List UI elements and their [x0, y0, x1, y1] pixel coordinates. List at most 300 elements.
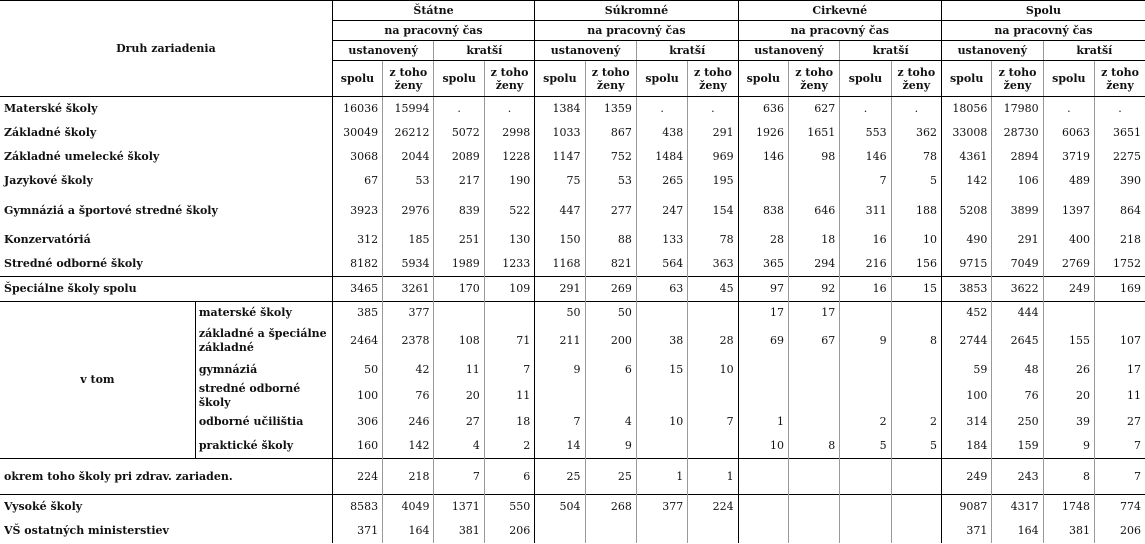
subheader-ustanoveny: ustanovený: [738, 41, 840, 61]
row-label: materské školy: [195, 302, 332, 324]
cell-value: .: [434, 97, 484, 122]
cell-value: 5: [891, 434, 941, 459]
cell-value: 774: [1095, 495, 1145, 520]
column-header-spolu: spolu: [636, 61, 687, 97]
row-label: základné a špeciálne základné: [198, 326, 327, 354]
table-row: [0, 495, 1145, 520]
cell-value: 265: [636, 169, 687, 193]
cell-value: 371: [332, 519, 382, 543]
cell-value: 1: [636, 459, 687, 495]
cell-value: 3465: [332, 277, 382, 302]
cell-value: 2275: [1095, 145, 1145, 169]
cell-value: 5208: [941, 193, 991, 228]
cell-value: 381: [434, 519, 484, 543]
column-header-z-toho-zeny: z toho ženy: [891, 61, 941, 97]
cell-value: 1748: [1043, 495, 1094, 520]
cell-value: 2: [484, 434, 534, 459]
cell-value: 184: [941, 434, 991, 459]
cell-value: 48: [992, 358, 1043, 382]
cell-value: [891, 519, 941, 543]
cell-value: 2464: [332, 323, 382, 358]
cell-value: 1033: [535, 121, 585, 145]
cell-value: 76: [992, 382, 1043, 410]
cell-value: 1752: [1095, 252, 1145, 277]
cell-value: 377: [383, 302, 434, 324]
cell-value: 88: [585, 228, 636, 252]
cell-value: 218: [383, 459, 434, 495]
cell-value: 7: [535, 410, 585, 434]
cell-value: 16036: [332, 97, 382, 122]
table-row: [0, 97, 1145, 122]
cell-value: 10: [636, 410, 687, 434]
cell-value: 224: [332, 459, 382, 495]
cell-value: 249: [941, 459, 991, 495]
cell-value: 2: [840, 410, 891, 434]
cell-value: 109: [484, 277, 534, 302]
cell-value: 26: [1043, 358, 1094, 382]
cell-value: 867: [585, 121, 636, 145]
cell-value: 277: [585, 193, 636, 228]
cell-value: [738, 459, 788, 495]
cell-value: 164: [992, 519, 1043, 543]
cell-value: 864: [1095, 193, 1145, 228]
cell-value: 504: [535, 495, 585, 520]
cell-value: 108: [434, 323, 484, 358]
cell-value: 155: [1043, 323, 1094, 358]
cell-value: 1484: [636, 145, 687, 169]
cell-value: 6063: [1043, 121, 1094, 145]
table-row: [0, 252, 1145, 277]
cell-value: 3068: [332, 145, 382, 169]
cell-value: .: [840, 97, 891, 122]
cell-value: 7: [484, 358, 534, 382]
cell-value: 3261: [383, 277, 434, 302]
cell-value: 28: [688, 323, 738, 358]
cell-value: 2378: [383, 323, 434, 358]
cell-value: [788, 169, 839, 193]
cell-value: 4049: [383, 495, 434, 520]
cell-value: [688, 434, 738, 459]
subheader-ustanoveny: ustanovený: [941, 41, 1043, 61]
row-label: Konzervatóriá: [0, 228, 332, 252]
cell-value: 25: [585, 459, 636, 495]
cell-value: 15: [636, 358, 687, 382]
cell-value: [788, 459, 839, 495]
cell-value: [1095, 302, 1145, 324]
column-header-z-toho-zeny: z toho ženy: [788, 61, 839, 97]
table-row: [0, 277, 1145, 302]
cell-value: 218: [1095, 228, 1145, 252]
cell-value: 311: [840, 193, 891, 228]
subheader-kratsi: kratší: [840, 41, 942, 61]
cell-value: 2744: [941, 323, 991, 358]
cell-value: [788, 495, 839, 520]
table-row: [0, 145, 1145, 169]
cell-value: 67: [332, 169, 382, 193]
subheader-kratsi: kratší: [1043, 41, 1145, 61]
subheader-kratsi: kratší: [434, 41, 535, 61]
cell-value: 142: [941, 169, 991, 193]
cell-value: [585, 382, 636, 410]
cell-value: 1228: [484, 145, 534, 169]
cell-value: 76: [383, 382, 434, 410]
cell-value: 1926: [738, 121, 788, 145]
cell-value: [840, 495, 891, 520]
cell-value: 5: [840, 434, 891, 459]
cell-value: 27: [1095, 410, 1145, 434]
cell-value: [688, 519, 738, 543]
cell-value: 646: [788, 193, 839, 228]
cell-value: [738, 382, 788, 410]
cell-value: [891, 382, 941, 410]
cell-value: 142: [383, 434, 434, 459]
cell-value: 30049: [332, 121, 382, 145]
cell-value: 42: [383, 358, 434, 382]
cell-value: [434, 302, 484, 324]
column-header-spolu: spolu: [941, 61, 991, 97]
cell-value: 78: [688, 228, 738, 252]
cell-value: 98: [788, 145, 839, 169]
cell-value: 627: [788, 97, 839, 122]
cell-value: 15: [891, 277, 941, 302]
cell-value: 59: [941, 358, 991, 382]
cell-value: [535, 382, 585, 410]
cell-value: 312: [332, 228, 382, 252]
row-label: Základné umelecké školy: [0, 145, 332, 169]
cell-value: 50: [332, 358, 382, 382]
cell-value: 3622: [992, 277, 1043, 302]
cell-value: 2: [891, 410, 941, 434]
subheader-kratsi: kratší: [636, 41, 738, 61]
cell-value: 371: [941, 519, 991, 543]
cell-value: 247: [636, 193, 687, 228]
cell-value: [636, 434, 687, 459]
cell-value: 7049: [992, 252, 1043, 277]
cell-value: 5: [891, 169, 941, 193]
cell-value: 9: [585, 434, 636, 459]
cell-value: 133: [636, 228, 687, 252]
cell-value: 3853: [941, 277, 991, 302]
cell-value: 33008: [941, 121, 991, 145]
cell-value: 11: [1095, 382, 1145, 410]
cell-value: 17: [1095, 358, 1145, 382]
row-label: Vysoké školy: [0, 495, 332, 520]
cell-value: 4: [585, 410, 636, 434]
cell-value: [840, 519, 891, 543]
cell-value: 2645: [992, 323, 1043, 358]
column-header-z-toho-zeny: z toho ženy: [1095, 61, 1145, 97]
cell-value: .: [688, 97, 738, 122]
cell-value: 16: [840, 228, 891, 252]
cell-value: [585, 519, 636, 543]
cell-value: 269: [585, 277, 636, 302]
cell-value: 10: [688, 358, 738, 382]
row-label: stredné odborné školy: [198, 382, 301, 409]
cell-value: 7: [1095, 434, 1145, 459]
column-header-z-toho-zeny: z toho ženy: [484, 61, 534, 97]
cell-value: 206: [484, 519, 534, 543]
cell-value: 75: [535, 169, 585, 193]
cell-value: 291: [992, 228, 1043, 252]
v-tom-label: v tom: [0, 302, 195, 459]
column-header-z-toho-zeny: z toho ženy: [383, 61, 434, 97]
cell-value: 5072: [434, 121, 484, 145]
column-header-spolu: spolu: [535, 61, 585, 97]
cell-value: 190: [484, 169, 534, 193]
cell-value: 4361: [941, 145, 991, 169]
cell-value: [688, 302, 738, 324]
cell-value: 839: [434, 193, 484, 228]
cell-value: 365: [738, 252, 788, 277]
cell-value: 130: [484, 228, 534, 252]
cell-value: 452: [941, 302, 991, 324]
worktime-header: na pracovný čas: [535, 21, 738, 41]
cell-value: 17: [738, 302, 788, 324]
cell-value: 7: [434, 459, 484, 495]
row-label: VŠ ostatných ministerstiev: [0, 519, 332, 543]
cell-value: 160: [332, 434, 382, 459]
cell-value: 63: [636, 277, 687, 302]
cell-value: 11: [484, 382, 534, 410]
cell-value: 154: [688, 193, 738, 228]
column-header-z-toho-zeny: z toho ženy: [992, 61, 1043, 97]
cell-value: 156: [891, 252, 941, 277]
cell-value: 1147: [535, 145, 585, 169]
cell-value: 206: [1095, 519, 1145, 543]
cell-value: 550: [484, 495, 534, 520]
row-label: odborné učilištia: [198, 415, 304, 428]
cell-value: 69: [738, 323, 788, 358]
cell-value: 1651: [788, 121, 839, 145]
cell-value: 1989: [434, 252, 484, 277]
cell-value: 5934: [383, 252, 434, 277]
cell-value: 15994: [383, 97, 434, 122]
table-row: [0, 228, 1145, 252]
cell-value: .: [636, 97, 687, 122]
cell-value: 400: [1043, 228, 1094, 252]
cell-value: 14: [535, 434, 585, 459]
cell-value: 250: [992, 410, 1043, 434]
cell-value: [891, 302, 941, 324]
column-header-spolu: spolu: [738, 61, 788, 97]
cell-value: 100: [941, 382, 991, 410]
cell-value: 2089: [434, 145, 484, 169]
cell-value: 2976: [383, 193, 434, 228]
cell-value: 39: [1043, 410, 1094, 434]
column-header-spolu: spolu: [840, 61, 891, 97]
cell-value: 9715: [941, 252, 991, 277]
cell-value: 377: [636, 495, 687, 520]
cell-value: [788, 358, 839, 382]
cell-value: 53: [383, 169, 434, 193]
cell-value: 8: [1043, 459, 1094, 495]
group-header-spolu: Spolu: [941, 1, 1145, 21]
cell-value: 438: [636, 121, 687, 145]
cell-value: 268: [585, 495, 636, 520]
cell-value: 8182: [332, 252, 382, 277]
cell-value: 169: [1095, 277, 1145, 302]
cell-value: 9087: [941, 495, 991, 520]
cell-value: 306: [332, 410, 382, 434]
cell-value: [738, 169, 788, 193]
cell-value: 3899: [992, 193, 1043, 228]
cell-value: 18: [484, 410, 534, 434]
cell-value: 224: [688, 495, 738, 520]
cell-value: 522: [484, 193, 534, 228]
cell-value: [891, 495, 941, 520]
cell-value: 489: [1043, 169, 1094, 193]
cell-value: 7: [840, 169, 891, 193]
cell-value: 490: [941, 228, 991, 252]
cell-value: 447: [535, 193, 585, 228]
row-label: Materské školy: [0, 97, 332, 122]
cell-value: 26212: [383, 121, 434, 145]
cell-value: 185: [383, 228, 434, 252]
cell-value: 6: [484, 459, 534, 495]
cell-value: 170: [434, 277, 484, 302]
cell-value: 159: [992, 434, 1043, 459]
cell-value: 10: [738, 434, 788, 459]
cell-value: 314: [941, 410, 991, 434]
cell-value: 381: [1043, 519, 1094, 543]
worktime-header: na pracovný čas: [738, 21, 941, 41]
row-label: Jazykové školy: [0, 169, 332, 193]
table-row: [0, 169, 1145, 193]
table-row: [0, 459, 1145, 495]
subheader-ustanoveny: ustanovený: [332, 41, 434, 61]
cell-value: 821: [585, 252, 636, 277]
cell-value: 291: [535, 277, 585, 302]
cell-value: 106: [992, 169, 1043, 193]
cell-value: 53: [585, 169, 636, 193]
cell-value: 27: [434, 410, 484, 434]
row-label: Stredné odborné školy: [0, 252, 332, 277]
group-header-cirkevne: Cirkevné: [738, 1, 941, 21]
cell-value: 3923: [332, 193, 382, 228]
cell-value: 1371: [434, 495, 484, 520]
cell-value: [636, 519, 687, 543]
cell-value: 67: [788, 323, 839, 358]
cell-value: 18: [788, 228, 839, 252]
cell-value: 146: [840, 145, 891, 169]
row-label: Základné školy: [0, 121, 332, 145]
cell-value: 8: [891, 323, 941, 358]
cell-value: 28: [738, 228, 788, 252]
cell-value: [535, 519, 585, 543]
cell-value: 17980: [992, 97, 1043, 122]
cell-value: 20: [1043, 382, 1094, 410]
cell-value: 553: [840, 121, 891, 145]
cell-value: 2044: [383, 145, 434, 169]
row-label: Gymnáziá a športové stredné školy: [0, 193, 332, 228]
cell-value: 1397: [1043, 193, 1094, 228]
column-header-spolu: spolu: [1043, 61, 1094, 97]
cell-value: [738, 519, 788, 543]
cell-value: 4: [434, 434, 484, 459]
cell-value: 752: [585, 145, 636, 169]
cell-value: 211: [535, 323, 585, 358]
cell-value: 385: [332, 302, 382, 324]
cell-value: 45: [688, 277, 738, 302]
row-label: Špeciálne školy spolu: [0, 277, 332, 302]
table-row: [0, 121, 1145, 145]
cell-value: 100: [332, 382, 382, 410]
cell-value: 243: [992, 459, 1043, 495]
cell-value: 1359: [585, 97, 636, 122]
column-header-spolu: spolu: [332, 61, 382, 97]
cell-value: 390: [1095, 169, 1145, 193]
cell-value: 25: [535, 459, 585, 495]
cell-value: [840, 358, 891, 382]
cell-value: .: [891, 97, 941, 122]
cell-value: 97: [738, 277, 788, 302]
group-header-statne: Štátne: [332, 1, 534, 21]
cell-value: 362: [891, 121, 941, 145]
cell-value: 3651: [1095, 121, 1145, 145]
cell-value: 7: [1095, 459, 1145, 495]
cell-value: 1: [688, 459, 738, 495]
cell-value: [738, 358, 788, 382]
cell-value: [738, 495, 788, 520]
column-header-z-toho-zeny: z toho ženy: [585, 61, 636, 97]
cell-value: [636, 382, 687, 410]
cell-value: 7: [688, 410, 738, 434]
column-header-type: Druh zariadenia: [0, 1, 332, 97]
cell-value: 564: [636, 252, 687, 277]
cell-value: 246: [383, 410, 434, 434]
cell-value: 249: [1043, 277, 1094, 302]
cell-value: 16: [840, 277, 891, 302]
column-header-spolu: spolu: [434, 61, 484, 97]
cell-value: 71: [484, 323, 534, 358]
cell-value: 9: [840, 323, 891, 358]
cell-value: 164: [383, 519, 434, 543]
cell-value: 217: [434, 169, 484, 193]
cell-value: 20: [434, 382, 484, 410]
cell-value: .: [1095, 97, 1145, 122]
cell-value: 200: [585, 323, 636, 358]
cell-value: 50: [585, 302, 636, 324]
cell-value: 78: [891, 145, 941, 169]
cell-value: 146: [738, 145, 788, 169]
cell-value: 6: [585, 358, 636, 382]
worktime-header: na pracovný čas: [941, 21, 1145, 41]
cell-value: [484, 302, 534, 324]
cell-value: .: [1043, 97, 1094, 122]
cell-value: 1384: [535, 97, 585, 122]
cell-value: 8: [788, 434, 839, 459]
cell-value: [1043, 302, 1094, 324]
cell-value: 18056: [941, 97, 991, 122]
group-header-sukromne: Súkromné: [535, 1, 738, 21]
table-row: [0, 302, 1145, 324]
table-row: [0, 193, 1145, 228]
cell-value: 444: [992, 302, 1043, 324]
cell-value: 188: [891, 193, 941, 228]
cell-value: [788, 410, 839, 434]
cell-value: 216: [840, 252, 891, 277]
cell-value: [840, 302, 891, 324]
subheader-ustanoveny: ustanovený: [535, 41, 637, 61]
cell-value: 2769: [1043, 252, 1094, 277]
cell-value: 9: [1043, 434, 1094, 459]
cell-value: 251: [434, 228, 484, 252]
cell-value: 1: [738, 410, 788, 434]
cell-value: 1233: [484, 252, 534, 277]
cell-value: 363: [688, 252, 738, 277]
cell-value: [788, 519, 839, 543]
cell-value: 4317: [992, 495, 1043, 520]
